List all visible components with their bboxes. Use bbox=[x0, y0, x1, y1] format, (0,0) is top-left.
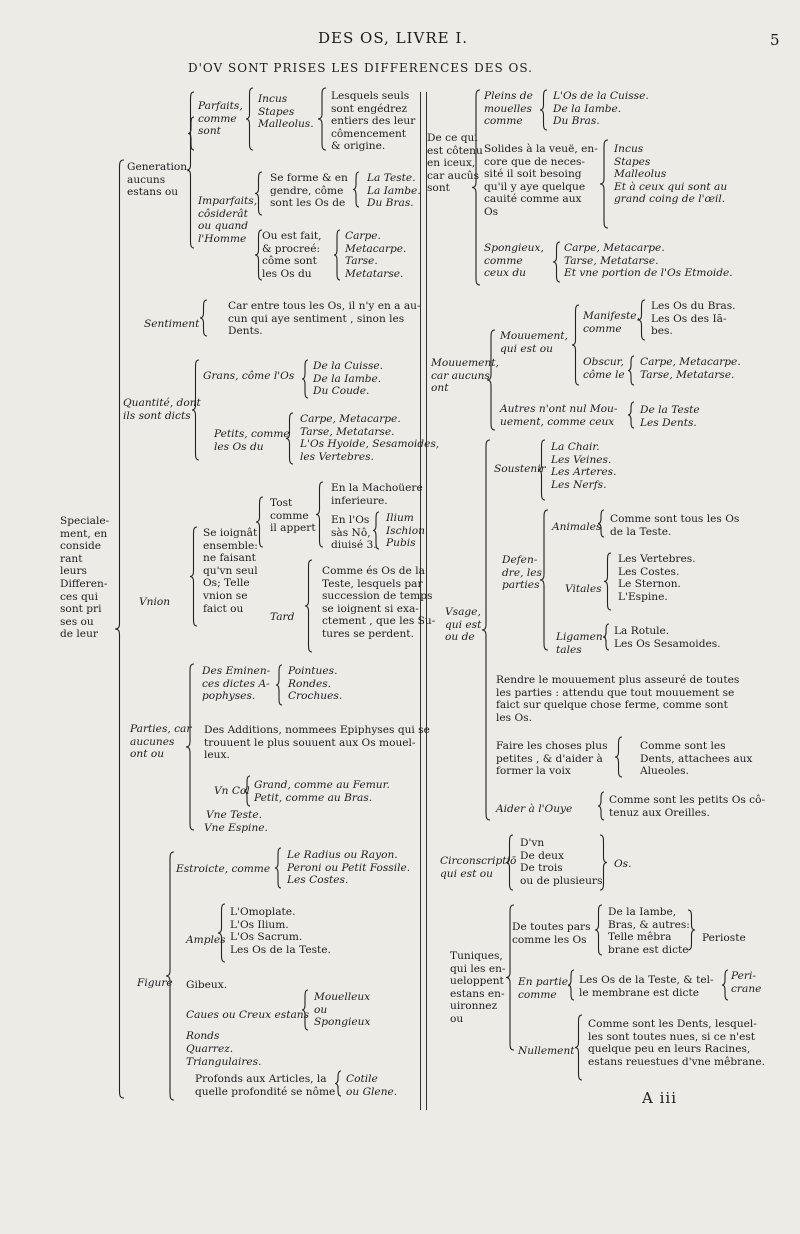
generation-imparfaits-1: côsiderât bbox=[198, 207, 248, 220]
contenu-pleins-items-0: L'Os de la Cuisse. bbox=[553, 90, 649, 102]
root-2: conside bbox=[60, 540, 102, 553]
parties-eminence-items-0: Pointues. bbox=[288, 665, 338, 677]
quantite-petits-items-3: les Vertebres. bbox=[300, 450, 374, 463]
figure-profonds-items-0: Cotile bbox=[346, 1073, 378, 1085]
tuniques-toutes-items-3: brane est dicte bbox=[608, 943, 689, 956]
generation-im1-items-2: Du Bras. bbox=[367, 197, 414, 210]
tuniques-enpartie-0: En partie, bbox=[518, 976, 572, 988]
curly-brace bbox=[604, 553, 611, 610]
contenu-spongieux-1: comme bbox=[484, 254, 523, 267]
vsage-ligamentales-0: Ligamen- bbox=[556, 631, 607, 643]
parties-label-1: aucunes bbox=[130, 735, 175, 748]
curly-brace bbox=[115, 160, 124, 1098]
contenu-solides-items-0: Incus bbox=[614, 143, 644, 155]
union-tost-b-2: diuisé 3. bbox=[331, 539, 377, 552]
generation-pa-items-0: Incus bbox=[258, 93, 288, 105]
mouuement-manifeste-items-1: Les Os des Iã- bbox=[651, 312, 727, 325]
figure-profonds-0: Profonds aux Articles, la bbox=[195, 1073, 327, 1085]
curly-brace bbox=[628, 356, 634, 385]
curly-brace bbox=[255, 230, 262, 280]
tuniques-enpartie-text-0: Les Os de la Teste, & tel- bbox=[579, 974, 714, 986]
generation-im2-items-3: Metatarse. bbox=[345, 267, 404, 280]
generation-pa-note-4: & origine. bbox=[331, 140, 386, 153]
circonscription-label-0: Circonscriptiō bbox=[440, 855, 517, 867]
generation-im1-items-0: La Teste. bbox=[367, 172, 416, 184]
root-8: ses ou bbox=[60, 615, 94, 628]
curly-brace bbox=[540, 510, 548, 650]
tuniques-enpartie-1: comme bbox=[518, 988, 557, 1001]
curly-brace bbox=[572, 305, 579, 385]
curly-brace bbox=[188, 117, 194, 150]
parties-col-items-0: Grand, comme au Femur. bbox=[254, 779, 390, 791]
mouuement-manifeste-1: comme bbox=[583, 322, 622, 335]
parties-espine: Vne Espine. bbox=[204, 822, 268, 834]
figure-gibeux: Gibeux. bbox=[186, 979, 228, 991]
mouuement-autres-1: uement, comme ceux bbox=[500, 415, 615, 428]
contenu-solides-items-3: Et à ceux qui sont au bbox=[614, 180, 728, 193]
generation-im2-2: côme sont bbox=[262, 255, 317, 268]
parties-additions-0: Des Additions, nommees Epiphyses qui se bbox=[204, 724, 430, 736]
contenu-solides-items-4: grand coing de l'œil. bbox=[614, 193, 726, 206]
contenu-solides-items-2: Malleolus bbox=[614, 168, 667, 181]
union-tard-text-3: se ioignent si exa- bbox=[322, 602, 419, 615]
generation-im1-2: sont les Os de bbox=[270, 197, 346, 210]
contenu-spongieux-items-1: Tarse, Metatarse. bbox=[564, 254, 659, 267]
quantite-label-1: ils sont dicts bbox=[123, 409, 191, 422]
union-tard-text-2: succession de temps bbox=[322, 590, 433, 603]
contenu-pleins-1: mouelles bbox=[484, 102, 532, 115]
circonscription-items-2: De trois bbox=[520, 862, 563, 875]
figure-amples: Amples bbox=[186, 934, 226, 946]
generation-pa-note-1: sont engédrez bbox=[331, 102, 408, 115]
vsage-vitales: Vitales bbox=[565, 583, 602, 595]
curly-brace bbox=[472, 90, 480, 285]
figure-estroicte-items-0: Le Radius ou Rayon. bbox=[287, 849, 398, 861]
contenu-label-4: sont bbox=[427, 182, 450, 195]
figure-quarrez: Quarrez. bbox=[186, 1043, 234, 1055]
vsage-faire-items-1: Dents, attachees aux bbox=[640, 752, 753, 765]
curly-brace bbox=[305, 560, 312, 652]
generation-pa-note-3: cômencement bbox=[331, 127, 407, 140]
curly-brace bbox=[218, 904, 225, 962]
figure-profonds-items-1: ou Glene. bbox=[346, 1085, 398, 1098]
figure-caues-items-1: ou bbox=[314, 1003, 328, 1016]
curly-brace bbox=[540, 90, 547, 130]
contenu-solides-1: core que de neces- bbox=[484, 155, 585, 168]
tuniques-nullement-text-3: estans reuestues d'vne mêbrane. bbox=[588, 1055, 765, 1068]
vsage-animales-items-1: de la Teste. bbox=[610, 525, 672, 538]
generation-im2-0: Ou est fait, bbox=[262, 230, 322, 242]
curly-brace bbox=[595, 905, 602, 955]
parties-additions-2: leux. bbox=[204, 749, 230, 762]
generation-parfaits-1: comme bbox=[198, 112, 237, 125]
union-label: Vnion bbox=[139, 596, 171, 608]
quantite-petits-items-1: Tarse, Metatarse. bbox=[300, 425, 395, 438]
vsage-animales-items-0: Comme sont tous les Os bbox=[610, 513, 740, 525]
mouuement-label-0: Mouuement, bbox=[431, 357, 499, 369]
curly-brace bbox=[353, 172, 359, 207]
union-desc-3: qu'vn seul bbox=[203, 564, 258, 577]
generation-pa-note-0: Lesquels seuls bbox=[331, 90, 410, 102]
contenu-spongieux-2: ceux du bbox=[484, 267, 526, 280]
tuniques-nullement-text-2: quelque peu en leurs Racines, bbox=[588, 1043, 751, 1056]
contenu-solides-4: cauité comme aux bbox=[484, 193, 582, 206]
circonscription-items-3: ou de plusieurs bbox=[520, 874, 603, 887]
generation-imparfaits-3: l'Homme bbox=[198, 232, 247, 245]
tuniques-toutes-items-2: Telle mêbra bbox=[608, 931, 672, 944]
union-tost-a-1: inferieure. bbox=[331, 494, 388, 507]
union-tost-b-items-1: Ischion bbox=[386, 524, 425, 537]
header-heading: D'OV SONT PRISES LES DIFFERENCES DES OS. bbox=[188, 61, 533, 75]
quantite-grans: Grans, côme l'Os bbox=[203, 370, 295, 382]
tuniques-label-0: Tuniques, bbox=[450, 950, 503, 962]
mouuement-autres-items-0: De la Teste bbox=[640, 404, 700, 416]
curly-brace bbox=[166, 852, 174, 1100]
parties-teste: Vne Teste. bbox=[206, 809, 262, 821]
figure-label: Figure bbox=[137, 977, 173, 989]
union-tost-b-0: En l'Os bbox=[331, 514, 370, 526]
vsage-vitales-items-2: Le Sternon. bbox=[618, 578, 681, 591]
quantite-petits-1: les Os du bbox=[214, 440, 264, 453]
quantite-label-0: Quantité, dont bbox=[123, 397, 201, 409]
root-0: Speciale- bbox=[60, 515, 110, 527]
circonscription-os: Os. bbox=[614, 858, 632, 870]
parties-label-0: Parties, car bbox=[130, 723, 192, 735]
curly-brace bbox=[598, 792, 604, 820]
curly-brace bbox=[600, 140, 608, 228]
union-desc-4: Os; Telle bbox=[203, 577, 250, 590]
tuniques-label-5: ou bbox=[450, 1013, 464, 1025]
generation-pa-items-2: Malleolus. bbox=[258, 118, 314, 131]
figure-triang: Triangulaires. bbox=[186, 1056, 262, 1068]
quantite-petits-0: Petits, comme bbox=[214, 428, 290, 440]
union-desc-5: vnion se bbox=[203, 590, 248, 602]
contenu-pleins-0: Pleins de bbox=[484, 90, 533, 102]
contenu-spongieux-items-2: Et vne portion de l'Os Etmoide. bbox=[564, 267, 733, 280]
sentiment-text-2: Dents. bbox=[228, 325, 263, 338]
union-tost-2: il appert bbox=[270, 522, 316, 535]
circonscription-items-1: De deux bbox=[520, 849, 564, 862]
tuniques-nullement-text-1: les sont toutes nues, si ce n'est bbox=[588, 1030, 756, 1043]
vsage-faire-items-0: Comme sont les bbox=[640, 740, 726, 752]
quantite-petits-items-2: L'Os Hyoide, Sesamoides, bbox=[300, 438, 440, 451]
figure-caues-items-2: Spongieux bbox=[314, 1016, 371, 1029]
parties-eminence-items-2: Crochues. bbox=[288, 690, 343, 703]
figure-amples-items-0: L'Omoplate. bbox=[230, 906, 296, 918]
circonscription-items-0: D'vn bbox=[520, 837, 545, 849]
mouuement-mouuement-0: Mouuement, bbox=[500, 330, 568, 342]
vsage-animales: Animales bbox=[552, 521, 602, 533]
generation-im2-1: & procreé: bbox=[262, 242, 321, 255]
generation-parfaits-0: Parfaits, bbox=[198, 100, 243, 112]
union-tost-0: Tost bbox=[270, 497, 293, 509]
parties-eminences-2: pophyses. bbox=[202, 690, 256, 703]
union-tard-text-4: ctement , que les Su- bbox=[322, 615, 436, 628]
union-tard-text-0: Comme és Os de la bbox=[322, 565, 425, 577]
curly-brace bbox=[255, 172, 262, 215]
signature: A iii bbox=[642, 1089, 677, 1107]
mouuement-manifeste-items-0: Les Os du Bras. bbox=[651, 300, 736, 312]
vsage-label-0: Vsage, bbox=[445, 606, 481, 618]
parties-col: Vn Col bbox=[214, 785, 250, 797]
vsage-soustenir-items-1: Les Veines. bbox=[551, 453, 612, 466]
figure-amples-items-2: L'Os Sacrum. bbox=[230, 931, 303, 944]
mouuement-obscur-items-0: Carpe, Metacarpe. bbox=[640, 356, 741, 368]
curly-brace bbox=[318, 88, 326, 150]
curly-brace bbox=[334, 230, 340, 280]
mouuement-manifeste-items-2: bes. bbox=[651, 325, 673, 338]
contenu-pleins-2: comme bbox=[484, 115, 523, 128]
generation-label-1: aucuns bbox=[127, 173, 166, 186]
contenu-label-1: est côtenu bbox=[427, 144, 483, 157]
root-9: de leur bbox=[60, 628, 98, 641]
curly-brace bbox=[628, 402, 634, 428]
vsage-vitales-items-1: Les Costes. bbox=[618, 565, 680, 578]
union-tost-a-0: En la Machoüere bbox=[331, 482, 423, 494]
vsage-faire-0: Faire les choses plus bbox=[496, 740, 608, 752]
figure-ronds: Ronds bbox=[186, 1030, 220, 1042]
parties-eminences-1: ces dictes A- bbox=[202, 677, 270, 690]
generation-im1-0: Se forme & en bbox=[270, 172, 348, 184]
generation-im1-1: gendre, côme bbox=[270, 184, 344, 197]
vsage-aider: Aider à l'Ouye bbox=[496, 803, 573, 815]
curly-brace bbox=[186, 664, 194, 830]
tuniques-pericrane-0: Peri- bbox=[731, 970, 756, 982]
vsage-aider-items-1: tenuz aux Oreilles. bbox=[609, 806, 710, 819]
tuniques-perioste: Perioste bbox=[702, 932, 746, 944]
circonscription-label-1: qui est ou bbox=[440, 867, 493, 880]
union-tost-b-items-0: Ilium bbox=[386, 512, 414, 524]
header-page-number: 5 bbox=[770, 31, 781, 49]
tuniques-label-1: qui les en- bbox=[450, 962, 506, 975]
vsage-defendre-1: dre, les bbox=[502, 566, 542, 579]
quantite-grans-items-0: De la Cuisse. bbox=[313, 360, 384, 372]
vsage-ligamentales-items-1: Les Os Sesamoides. bbox=[614, 637, 721, 650]
contenu-label-2: en iceux, bbox=[427, 157, 476, 170]
generation-label-2: estans ou bbox=[127, 186, 179, 199]
contenu-solides-items-1: Stapes bbox=[614, 155, 651, 168]
vsage-rendre-1: les parties : attendu que tout mouuement se bbox=[496, 686, 735, 699]
curly-brace bbox=[482, 440, 490, 820]
generation-im2-items-2: Tarse. bbox=[345, 255, 378, 268]
generation-im2-3: les Os du bbox=[262, 267, 312, 280]
vsage-soustenir-items-3: Les Nerfs. bbox=[551, 478, 607, 491]
contenu-solides-3: qu'il y aye quelque bbox=[484, 180, 586, 193]
union-desc-0: Se ioignât bbox=[203, 527, 258, 539]
generation-imparfaits-2: ou quand bbox=[198, 220, 249, 233]
mouuement-mouuement-1: qui est ou bbox=[500, 342, 553, 355]
vsage-soustenir-items-2: Les Arteres. bbox=[551, 466, 617, 479]
parties-col-items-1: Petit, comme au Bras. bbox=[254, 791, 373, 804]
curly-brace bbox=[722, 970, 728, 1000]
sentiment-text-1: cun qui aye sentiment , sinon les bbox=[228, 312, 405, 325]
figure-amples-items-3: Les Os de la Teste. bbox=[230, 943, 331, 956]
union-desc-2: ne faisant bbox=[203, 552, 256, 565]
union-tost-b-1: sàs Nô, bbox=[331, 526, 371, 539]
figure-estroicte: Estroicte, comme bbox=[176, 863, 271, 875]
figure-estroicte-items-1: Peroni ou Petit Fossile. bbox=[287, 861, 411, 874]
quantite-grans-items-1: De la Iambe. bbox=[313, 372, 382, 385]
parties-label-2: ont ou bbox=[130, 748, 165, 761]
curly-brace bbox=[302, 360, 308, 398]
generation-imparfaits-0: Imparfaits, bbox=[198, 195, 258, 207]
tuniques-enpartie-text-1: le membrane est dicte bbox=[579, 986, 699, 999]
generation-pa-items-1: Stapes bbox=[258, 105, 295, 118]
mouuement-label-1: car aucuns bbox=[431, 369, 490, 382]
mouuement-autres-items-1: Les Dents. bbox=[640, 416, 697, 429]
union-tard-text-5: tures se perdent. bbox=[322, 628, 414, 640]
contenu-spongieux-0: Spongieux, bbox=[484, 242, 544, 254]
tuniques-nullement-text-0: Comme sont les Dents, lesquel- bbox=[588, 1018, 757, 1030]
curly-brace bbox=[246, 88, 253, 150]
generation-im2-items-1: Metacarpe. bbox=[345, 242, 407, 255]
contenu-solides-5: Os bbox=[484, 206, 499, 218]
vsage-defendre-2: parties bbox=[502, 579, 540, 592]
union-desc-1: ensemble: bbox=[203, 539, 258, 552]
vsage-aider-items-0: Comme sont les petits Os cô- bbox=[609, 794, 766, 806]
mouuement-label-2: ont bbox=[431, 382, 449, 395]
figure-amples-items-1: L'Os Ilium. bbox=[230, 918, 289, 931]
tuniques-label-4: uironnez bbox=[450, 1000, 498, 1013]
vsage-rendre-0: Rendre le mouuement plus asseuré de toutes bbox=[496, 674, 740, 686]
union-desc-6: faict ou bbox=[203, 602, 244, 615]
contenu-spongieux-items-0: Carpe, Metacarpe. bbox=[564, 242, 665, 254]
union-tost-1: comme bbox=[270, 509, 309, 522]
mouuement-autres-0: Autres n'ont nul Mou- bbox=[500, 403, 618, 415]
root-1: ment, en bbox=[60, 527, 108, 540]
tuniques-toutes-items-0: De la Iambe, bbox=[608, 906, 677, 918]
mouuement-manifeste-0: Manifeste, bbox=[583, 310, 640, 322]
root-4: leurs bbox=[60, 565, 87, 578]
contenu-solides-0: Solides à la veuë, en- bbox=[484, 143, 598, 155]
root-6: ces qui bbox=[60, 590, 98, 603]
vsage-rendre-3: les Os. bbox=[496, 711, 532, 724]
tuniques-label-2: ueloppent bbox=[450, 975, 504, 988]
mouuement-obscur-1: côme le bbox=[583, 368, 625, 381]
header-running-title: DES OS, LIVRE I. bbox=[318, 29, 469, 47]
curly-brace bbox=[200, 300, 207, 336]
parties-eminences-0: Des Eminen- bbox=[202, 665, 271, 677]
tuniques-label-3: estans en- bbox=[450, 987, 505, 1000]
vsage-defendre-0: Defen- bbox=[502, 554, 538, 566]
contenu-label-0: De ce qui bbox=[427, 132, 478, 144]
vsage-faire-items-2: Alueoles. bbox=[640, 765, 689, 778]
vsage-rendre-2: faict sur quelque chose ferme, comme sont bbox=[496, 699, 728, 712]
union-tard-text-1: Teste, lesquels par bbox=[322, 577, 423, 590]
curly-brace bbox=[192, 360, 199, 460]
curly-brace bbox=[553, 242, 560, 282]
curly-brace bbox=[276, 665, 282, 705]
union-tost-b-items-2: Pubis bbox=[386, 537, 416, 550]
root-3: rant bbox=[60, 552, 83, 565]
tuniques-toutes-items-1: Bras, & autres: bbox=[608, 918, 690, 931]
parties-additions-1: trouuent le plus souuent aux Os mouel- bbox=[204, 736, 416, 749]
quantite-petits-items-0: Carpe, Metacarpe. bbox=[300, 413, 401, 425]
quantite-grans-items-2: Du Coude. bbox=[313, 385, 370, 398]
figure-caues: Caues ou Creux estans bbox=[186, 1009, 310, 1021]
curly-brace bbox=[275, 848, 281, 888]
generation-label-0: Generation, bbox=[127, 161, 191, 173]
vsage-faire-1: petites , & d'aider à bbox=[496, 752, 603, 765]
generation-im1-items-1: La Iambe. bbox=[367, 184, 421, 197]
root-7: sont pri bbox=[60, 603, 102, 616]
vsage-ligamentales-1: tales bbox=[556, 643, 582, 656]
curly-brace bbox=[615, 737, 622, 777]
vsage-vitales-items-3: L'Espine. bbox=[618, 590, 668, 603]
generation-pa-note-2: entiers des leur bbox=[331, 115, 416, 128]
curly-brace bbox=[316, 482, 323, 547]
vsage-soustenir-items-0: La Chair. bbox=[551, 441, 600, 453]
curly-brace bbox=[575, 1015, 582, 1080]
curly-brace bbox=[335, 1071, 341, 1096]
contenu-pleins-items-1: De la Iambe. bbox=[553, 102, 622, 115]
vsage-label-2: ou de bbox=[445, 631, 475, 644]
generation-parfaits-2: sont bbox=[198, 125, 221, 138]
parties-eminence-items-1: Rondes. bbox=[288, 677, 332, 690]
sentiment-label: Sentiment bbox=[144, 318, 200, 330]
contenu-label-3: car aucûs bbox=[427, 169, 480, 182]
vsage-vitales-items-0: Les Vertebres. bbox=[618, 553, 696, 565]
figure-profonds-1: quelle profondité se nôme bbox=[195, 1085, 336, 1098]
root-5: Differen- bbox=[60, 578, 108, 590]
tuniques-toutes-0: De toutes pars bbox=[512, 921, 591, 933]
vsage-faire-2: former la voix bbox=[496, 765, 571, 778]
vsage-label-1: qui est bbox=[445, 618, 482, 631]
union-tard: Tard bbox=[270, 611, 295, 623]
contenu-pleins-items-2: Du Bras. bbox=[553, 115, 600, 128]
mouuement-obscur-0: Obscur, bbox=[583, 356, 624, 368]
tuniques-pericrane-1: crane bbox=[731, 982, 762, 995]
contenu-solides-2: sité il soit besoing bbox=[484, 168, 582, 181]
sentiment-text-0: Car entre tous les Os, il n'y en a au- bbox=[228, 300, 421, 312]
mouuement-obscur-items-1: Tarse, Metatarse. bbox=[640, 368, 735, 381]
tuniques-toutes-1: comme les Os bbox=[512, 933, 587, 946]
curly-brace bbox=[190, 527, 197, 626]
vsage-soustenir: Soustenir bbox=[494, 463, 546, 475]
generation-im2-items-0: Carpe. bbox=[345, 230, 381, 242]
figure-estroicte-items-2: Les Costes. bbox=[287, 874, 349, 887]
vsage-ligamentales-items-0: La Rotule. bbox=[614, 625, 670, 637]
tuniques-nullement: Nullement bbox=[518, 1045, 575, 1057]
figure-caues-items-0: Mouelleux bbox=[314, 991, 371, 1003]
